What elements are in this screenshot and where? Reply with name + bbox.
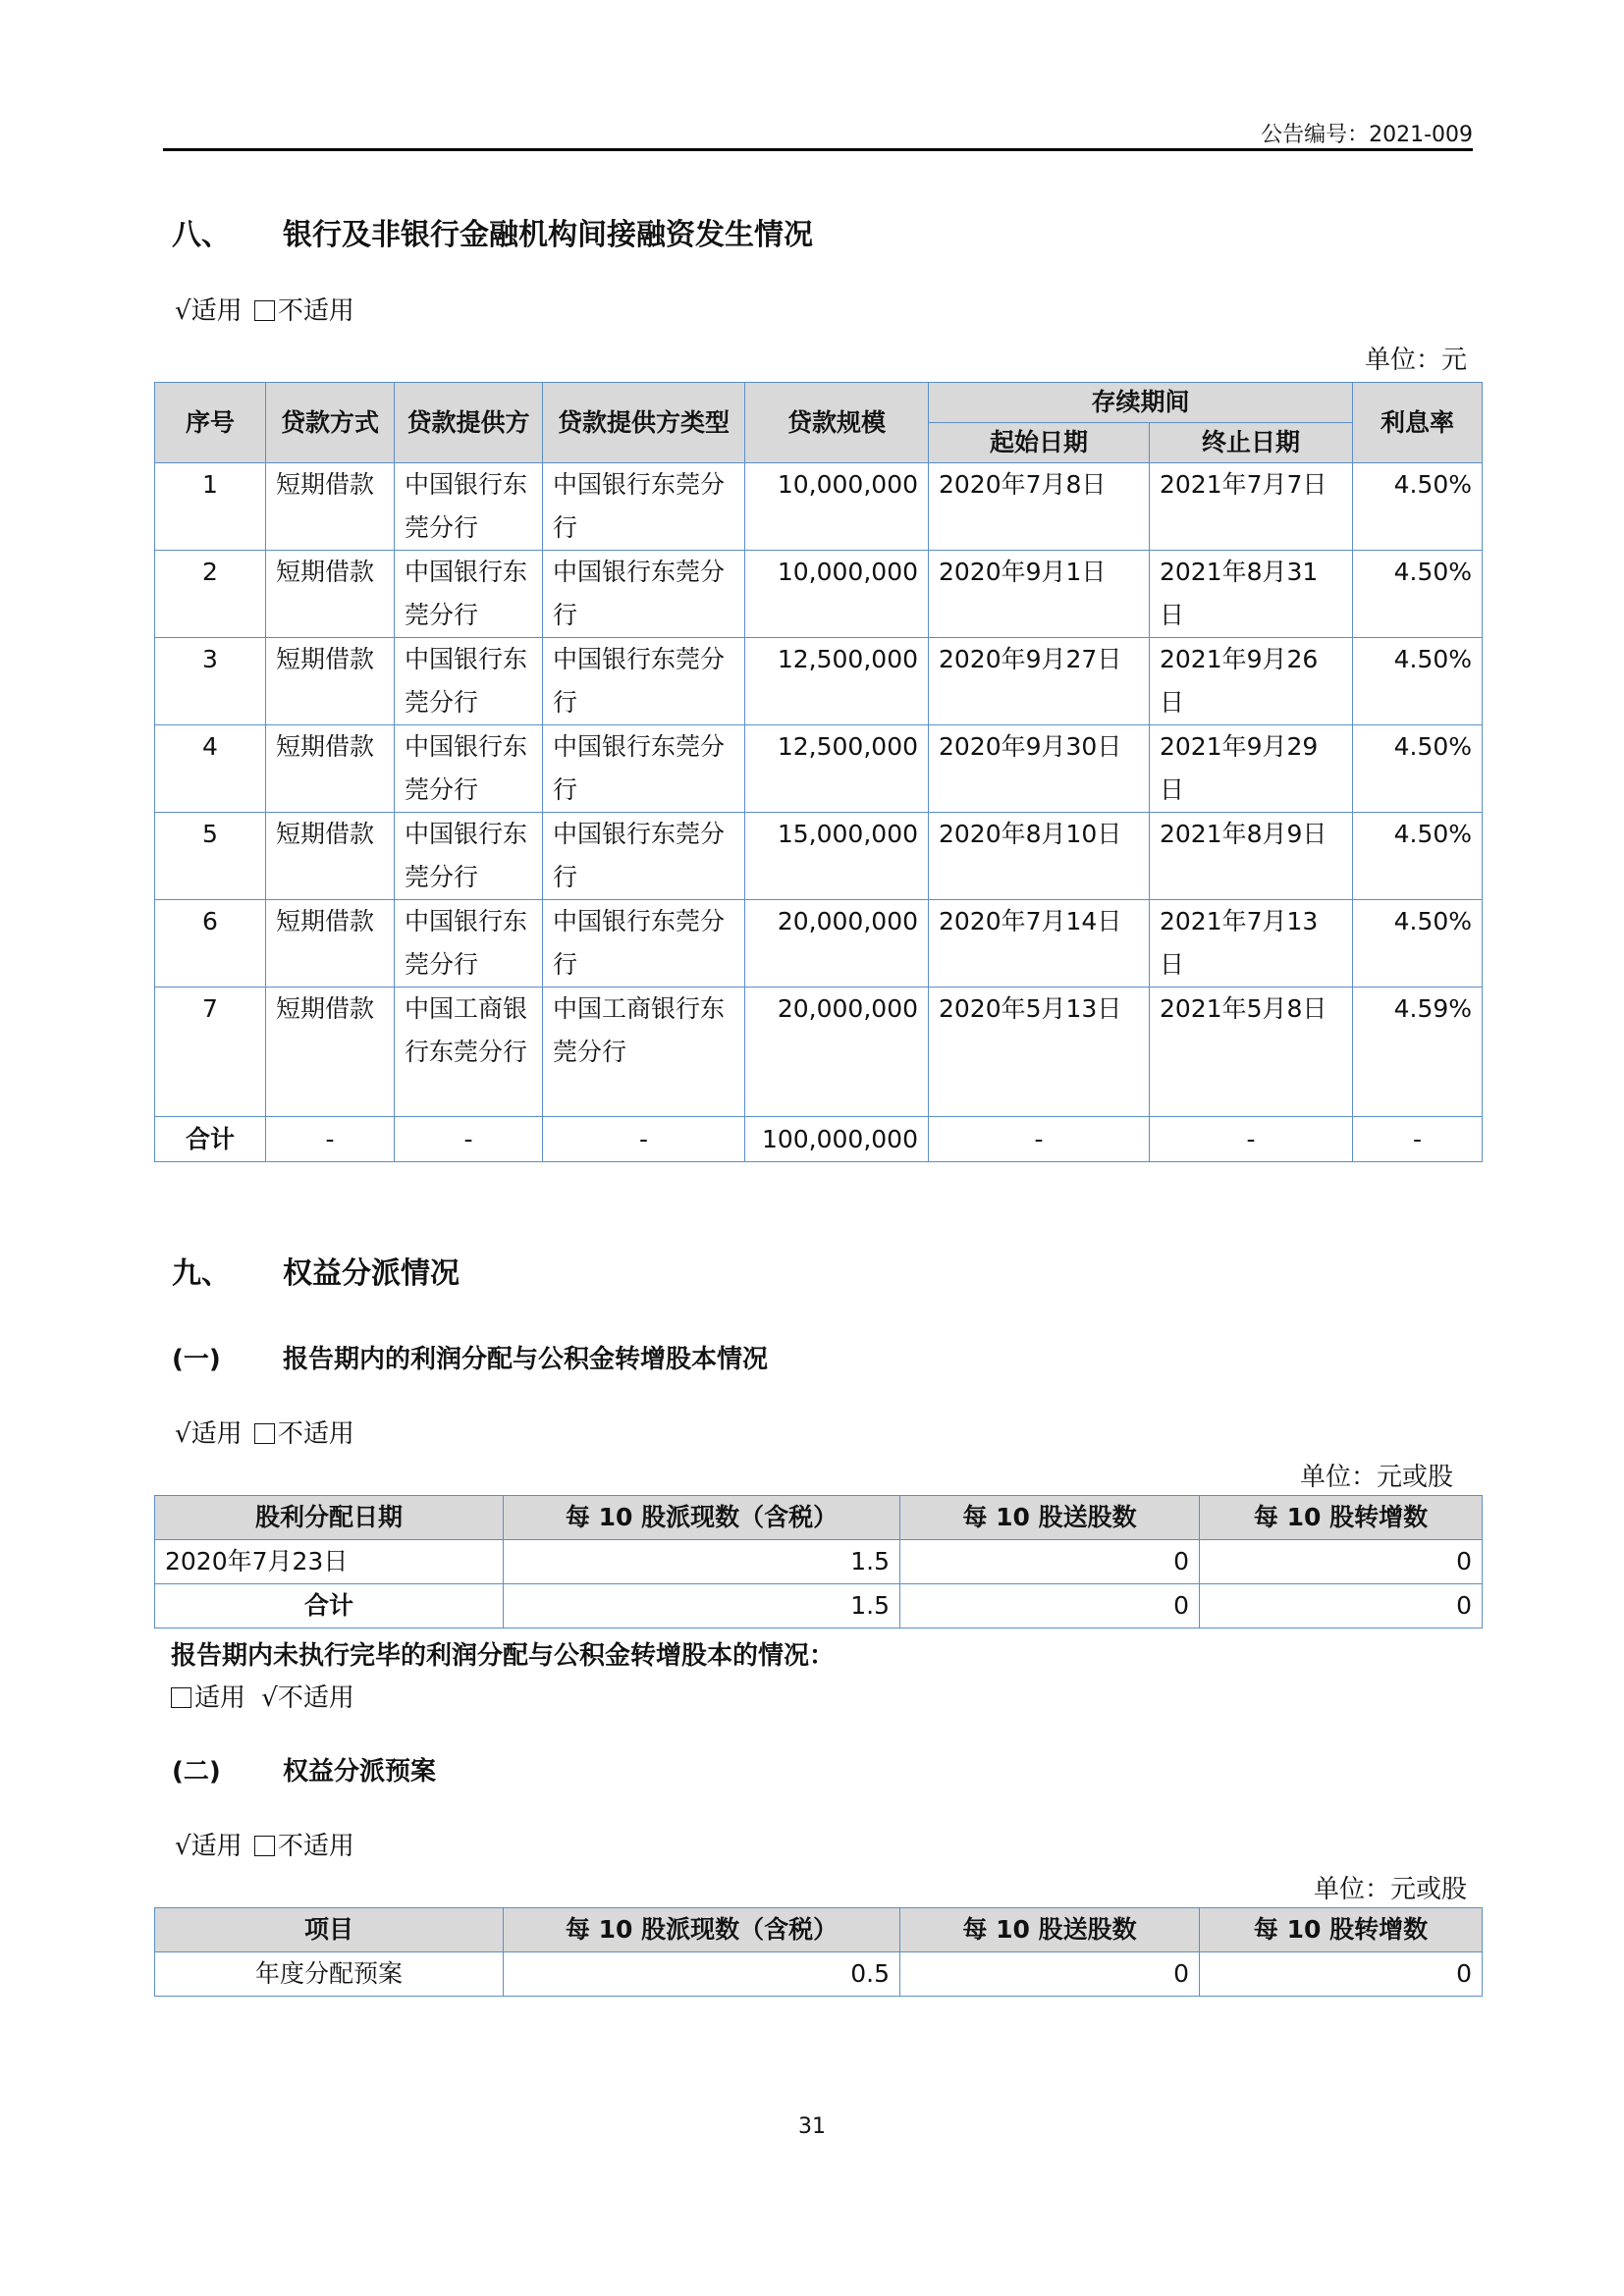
cell-start: 2020年7月8日 <box>929 463 1150 551</box>
table-total-row <box>155 1584 1483 1629</box>
table-row <box>155 1952 1483 1997</box>
cell-transfer: 0 <box>1200 1952 1483 1997</box>
cell-seq: 5 <box>155 813 266 900</box>
checkbox-empty-icon <box>254 1836 275 1856</box>
announcement-code: 公告编号：2021-009 <box>1261 123 1473 147</box>
col-header-item: 项目 <box>155 1908 504 1952</box>
table-row <box>155 1540 1483 1584</box>
cell-end: 2021年5月8日 <box>1150 988 1353 1117</box>
table-row <box>155 813 1483 900</box>
cell-rate: 4.50% <box>1353 638 1483 725</box>
section8-unit: 单位：元 <box>1364 346 1467 375</box>
cell-start: 2020年9月1日 <box>929 551 1150 638</box>
section9-title: 权益分派情况 <box>283 1256 460 1291</box>
col-header-transfer: 每 10 股转增数 <box>1200 1908 1483 1952</box>
cell-total-cash: 1.5 <box>504 1584 900 1629</box>
applicable-checked-label: √适用 <box>175 1832 243 1861</box>
col-header-cash: 每 10 股派现数（含税） <box>504 1908 900 1952</box>
col-header-transfer: 每 10 股转增数 <box>1200 1496 1483 1540</box>
cell-method: 短期借款 <box>266 725 395 813</box>
cell-provider-type: 中国银行东莞分行 <box>543 638 745 725</box>
col-header-cash: 每 10 股派现数（含税） <box>504 1496 900 1540</box>
cell-seq: 7 <box>155 988 266 1117</box>
not-applicable-checked-label: √不适用 <box>261 1683 354 1713</box>
col-header-date: 股利分配日期 <box>155 1496 504 1540</box>
section8-title: 银行及非银行金融机构间接融资发生情况 <box>283 218 813 252</box>
cell-provider-type: 中国银行东莞分行 <box>543 900 745 988</box>
sub2-applicability <box>175 1826 354 1862</box>
applicable-checked-label: √适用 <box>175 1419 243 1449</box>
cell-end: 2021年7月13日 <box>1150 900 1353 988</box>
cell-seq: 1 <box>155 463 266 551</box>
section9-number: 九、 <box>172 1256 231 1291</box>
table-row <box>155 551 1483 638</box>
cell-cash: 0.5 <box>504 1952 900 1997</box>
cell-total-method: - <box>266 1117 395 1162</box>
cell-rate: 4.50% <box>1353 463 1483 551</box>
cell-provider-type: 中国工商银行东莞分行 <box>543 988 745 1117</box>
cell-start: 2020年9月30日 <box>929 725 1150 813</box>
unfinished-applicability <box>171 1678 354 1714</box>
cell-method: 短期借款 <box>266 900 395 988</box>
cell-rate: 4.50% <box>1353 725 1483 813</box>
cell-total-label: 合计 <box>155 1117 266 1162</box>
col-header-scale: 贷款规模 <box>745 383 929 463</box>
cell-bonus: 0 <box>900 1540 1200 1584</box>
table-row <box>155 988 1483 1117</box>
cell-seq: 4 <box>155 725 266 813</box>
cell-date: 2020年7月23日 <box>155 1540 504 1584</box>
sub2-unit: 单位：元或股 <box>1313 1875 1467 1904</box>
cell-cash: 1.5 <box>504 1540 900 1584</box>
cell-provider: 中国银行东莞分行 <box>395 463 543 551</box>
table-row <box>155 900 1483 988</box>
unfinished-distribution-note: 报告期内未执行完毕的利润分配与公积金转增股本的情况： <box>171 1641 836 1671</box>
cell-provider: 中国工商银行东莞分行 <box>395 988 543 1117</box>
cell-total-label: 合计 <box>155 1584 504 1629</box>
profit-distribution-table <box>154 1495 1483 1629</box>
col-header-rate: 利息率 <box>1353 383 1483 463</box>
cell-start: 2020年8月10日 <box>929 813 1150 900</box>
not-applicable-label: 不适用 <box>277 1419 354 1449</box>
section8-number: 八、 <box>172 218 231 252</box>
col-header-bonus: 每 10 股送股数 <box>900 1496 1200 1540</box>
table-row <box>155 638 1483 725</box>
checkbox-empty-icon <box>171 1687 191 1708</box>
col-header-method: 贷款方式 <box>266 383 395 463</box>
cell-provider-type: 中国银行东莞分行 <box>543 725 745 813</box>
col-header-provider-type: 贷款提供方类型 <box>543 383 745 463</box>
cell-total-end: - <box>1150 1117 1353 1162</box>
sub1-number: (一) <box>172 1345 221 1374</box>
cell-method: 短期借款 <box>266 638 395 725</box>
cell-start: 2020年9月27日 <box>929 638 1150 725</box>
cell-method: 短期借款 <box>266 813 395 900</box>
cell-provider-type: 中国银行东莞分行 <box>543 551 745 638</box>
cell-provider: 中国银行东莞分行 <box>395 900 543 988</box>
cell-scale: 12,500,000 <box>745 638 929 725</box>
cell-total-start: - <box>929 1117 1150 1162</box>
table-row <box>155 725 1483 813</box>
cell-rate: 4.50% <box>1353 813 1483 900</box>
applicable-checked-label: √适用 <box>175 296 243 326</box>
cell-rate: 4.59% <box>1353 988 1483 1117</box>
cell-total-provider-type: - <box>543 1117 745 1162</box>
cell-provider-type: 中国银行东莞分行 <box>543 463 745 551</box>
cell-method: 短期借款 <box>266 988 395 1117</box>
not-applicable-label: 不适用 <box>277 296 354 326</box>
distribution-plan-table <box>154 1907 1483 1997</box>
cell-seq: 2 <box>155 551 266 638</box>
section8-applicability <box>175 291 354 327</box>
cell-scale: 10,000,000 <box>745 551 929 638</box>
sub2-title: 权益分派预案 <box>283 1757 437 1787</box>
cell-rate: 4.50% <box>1353 900 1483 988</box>
table-row <box>155 463 1483 551</box>
col-header-start: 起始日期 <box>929 423 1150 463</box>
cell-scale: 15,000,000 <box>745 813 929 900</box>
cell-item: 年度分配预案 <box>155 1952 504 1997</box>
cell-total-rate: - <box>1353 1117 1483 1162</box>
cell-provider: 中国银行东莞分行 <box>395 638 543 725</box>
cell-end: 2021年9月26日 <box>1150 638 1353 725</box>
cell-end: 2021年7月7日 <box>1150 463 1353 551</box>
cell-total-transfer: 0 <box>1200 1584 1483 1629</box>
col-header-provider: 贷款提供方 <box>395 383 543 463</box>
not-applicable-label: 不适用 <box>277 1832 354 1861</box>
table-total-row <box>155 1117 1483 1162</box>
cell-total-bonus: 0 <box>900 1584 1200 1629</box>
cell-provider-type: 中国银行东莞分行 <box>543 813 745 900</box>
col-header-bonus: 每 10 股送股数 <box>900 1908 1200 1952</box>
cell-rate: 4.50% <box>1353 551 1483 638</box>
checkbox-empty-icon <box>254 300 275 321</box>
sub1-title: 报告期内的利润分配与公积金转增股本情况 <box>283 1345 769 1374</box>
cell-provider: 中国银行东莞分行 <box>395 813 543 900</box>
cell-end: 2021年9月29日 <box>1150 725 1353 813</box>
cell-bonus: 0 <box>900 1952 1200 1997</box>
header-divider <box>163 148 1473 151</box>
cell-total-scale: 100,000,000 <box>745 1117 929 1162</box>
cell-end: 2021年8月31日 <box>1150 551 1353 638</box>
cell-total-provider: - <box>395 1117 543 1162</box>
cell-end: 2021年8月9日 <box>1150 813 1353 900</box>
cell-scale: 10,000,000 <box>745 463 929 551</box>
applicable-label: 适用 <box>194 1683 246 1713</box>
cell-start: 2020年5月13日 <box>929 988 1150 1117</box>
sub2-number: (二) <box>172 1757 221 1787</box>
cell-start: 2020年7月14日 <box>929 900 1150 988</box>
cell-transfer: 0 <box>1200 1540 1483 1584</box>
cell-method: 短期借款 <box>266 463 395 551</box>
col-header-end: 终止日期 <box>1150 423 1353 463</box>
page-number: 31 <box>798 2114 826 2139</box>
sub1-applicability <box>175 1414 354 1450</box>
sub1-unit: 单位：元或股 <box>1299 1463 1453 1492</box>
cell-seq: 3 <box>155 638 266 725</box>
cell-scale: 20,000,000 <box>745 988 929 1117</box>
cell-seq: 6 <box>155 900 266 988</box>
col-header-period: 存续期间 <box>929 383 1353 423</box>
cell-scale: 20,000,000 <box>745 900 929 988</box>
cell-provider: 中国银行东莞分行 <box>395 725 543 813</box>
cell-scale: 12,500,000 <box>745 725 929 813</box>
cell-provider: 中国银行东莞分行 <box>395 551 543 638</box>
col-header-seq: 序号 <box>155 383 266 463</box>
loan-table <box>154 382 1483 1162</box>
cell-method: 短期借款 <box>266 551 395 638</box>
checkbox-empty-icon <box>254 1423 275 1444</box>
